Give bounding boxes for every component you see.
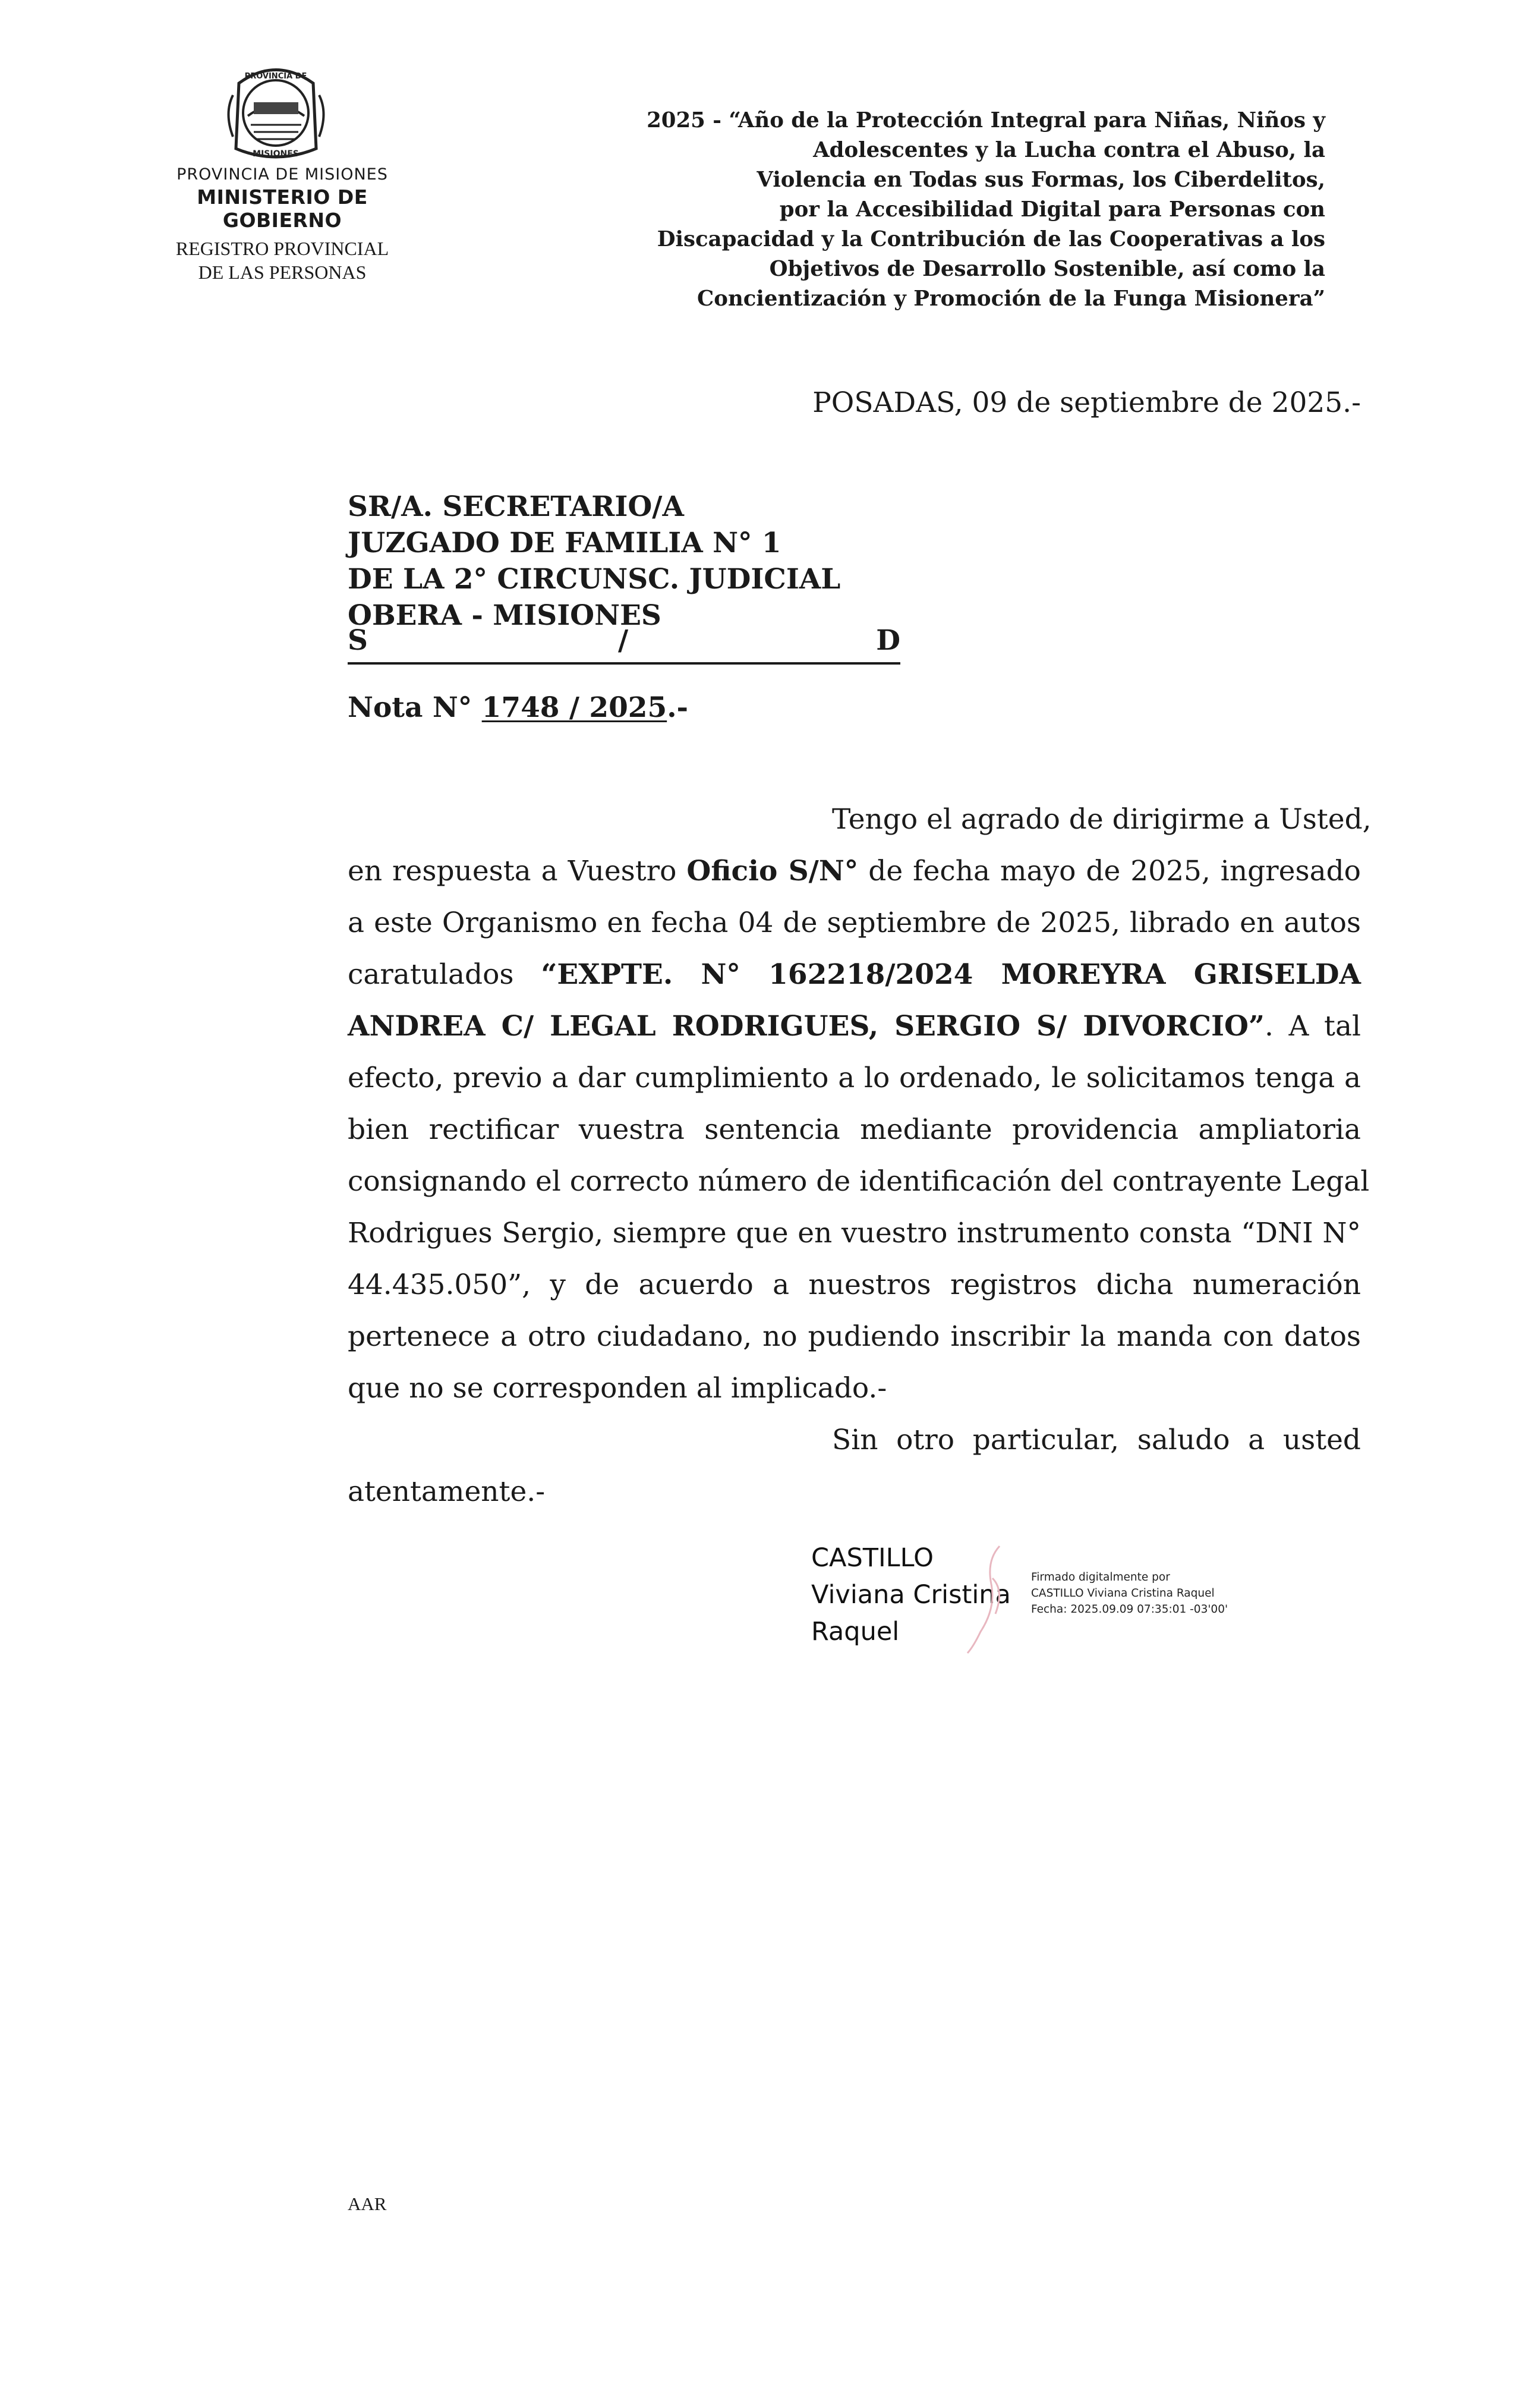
note-number-value: 1748 / 2025 [481,691,667,724]
body-line: 44.435.050”, y de acuerdo a nuestros registros dicha numeración [348,1268,1361,1301]
body-text: caratulados [348,958,541,991]
motto-line: Concientización y Promoción de la Funga Misionera” [697,287,1325,311]
province-name: PROVINCIA DE MISIONES [177,165,388,184]
signer-name-line: Viviana Cristina [811,1580,1011,1610]
svg-text:PROVINCIA DE: PROVINCIA DE [244,72,307,81]
motto-line: 2025 - “Año de la Protección Integral para Niñas, Niños y [647,108,1325,133]
signature-detail-line: CASTILLO Viviana Cristina Raquel [1031,1587,1215,1600]
registry-name-line2: DE LAS PERSONAS [198,262,367,283]
body-line: Tengo el agrado de dirigirme a Usted, [832,803,1372,836]
ministry-name: MINISTERIO DE GOBIERNO [197,185,368,232]
addressee-block [348,489,840,634]
closing-line: Sin otro particular, saludo a usted [832,1424,1361,1456]
addressee-line: OBERA - MISIONES [348,599,661,632]
year-motto [571,106,1325,314]
body-line: Rodrigues Sergio, siempre que en vuestro instrumento consta “DNI N° [348,1217,1361,1249]
motto-line: por la Accesibilidad Digital para Personas con [779,197,1325,222]
motto-line: Discapacidad y la Contribución de las Cooperativas a los [657,227,1325,251]
addressee-line: JUZGADO DE FAMILIA N° 1 [348,527,781,559]
signature-stroke-icon [963,1543,1010,1655]
digital-signature-details [1031,1569,1228,1617]
note-label: Nota N° [348,691,482,724]
sd-slash: / [618,624,629,657]
motto-line: Adolescentes y la Lucha contra el Abuso, la [813,138,1325,162]
body-line: pertenece a otro ciudadano, no pudiendo inscribir la manda con datos [348,1320,1361,1353]
body-line: consignando el correcto número de identificación del contrayente Legal [348,1165,1370,1198]
motto-line: Objetivos de Desarrollo Sostenible, así como la [769,257,1325,281]
body-line [348,949,1361,1000]
letterhead-logo [143,59,422,297]
body-line [348,845,1361,897]
typist-initials: AAR [348,2193,387,2214]
letter-date: POSADAS, 09 de septiembre de 2025.- [812,386,1361,419]
letter-body [348,794,1372,1518]
body-text-bold: Oficio S/N° [686,855,859,887]
signature-detail-line: Fecha: 2025.09.09 07:35:01 -03'00' [1031,1603,1228,1616]
body-line: que no se corresponden al implicado.- [348,1372,887,1405]
sd-d: D [876,624,900,657]
signer-name-line: Raquel [811,1617,900,1647]
signer-name-line: CASTILLO [811,1543,934,1573]
note-number [348,691,688,724]
note-suffix: .- [667,691,689,724]
registry-name-line1: REGISTRO PROVINCIAL [175,238,389,259]
body-text: en respuesta a Vuestro [348,855,687,887]
body-text-bold: ANDREA C/ LEGAL RODRIGUES, SERGIO S/ DIVORCIO” [348,1010,1265,1043]
digital-signature [811,1540,1251,1658]
signature-detail-line: Firmado digitalmente por [1031,1571,1170,1584]
svg-text:MISIONES: MISIONES [253,149,299,159]
addressee-line: DE LA 2° CIRCUNSC. JUDICIAL [348,563,841,596]
body-line: efecto, previo a dar cumplimiento a lo ordenado, le solicitamos tenga a [348,1062,1361,1094]
motto-line: Violencia en Todas sus Formas, los Ciberdelitos, [757,168,1325,192]
body-line: bien rectificar vuestra sentencia mediante providencia ampliatoria [348,1113,1361,1146]
closing-line: atentamente.- [348,1475,546,1508]
body-text: . A tal [1264,1010,1361,1043]
body-text: de fecha mayo de 2025, ingresado [858,855,1361,887]
body-line: a este Organismo en fecha 04 de septiembre de 2025, librado en autos [348,906,1361,939]
body-line [348,1000,1361,1052]
sd-s: S [348,624,368,657]
addressee-line: SR/A. SECRETARIO/A [348,490,684,523]
body-text-bold: “EXPTE. N° 162218/2024 MOREYRA GRISELDA [541,958,1361,991]
sd-line [348,624,900,665]
provincial-seal-icon [221,59,331,163]
